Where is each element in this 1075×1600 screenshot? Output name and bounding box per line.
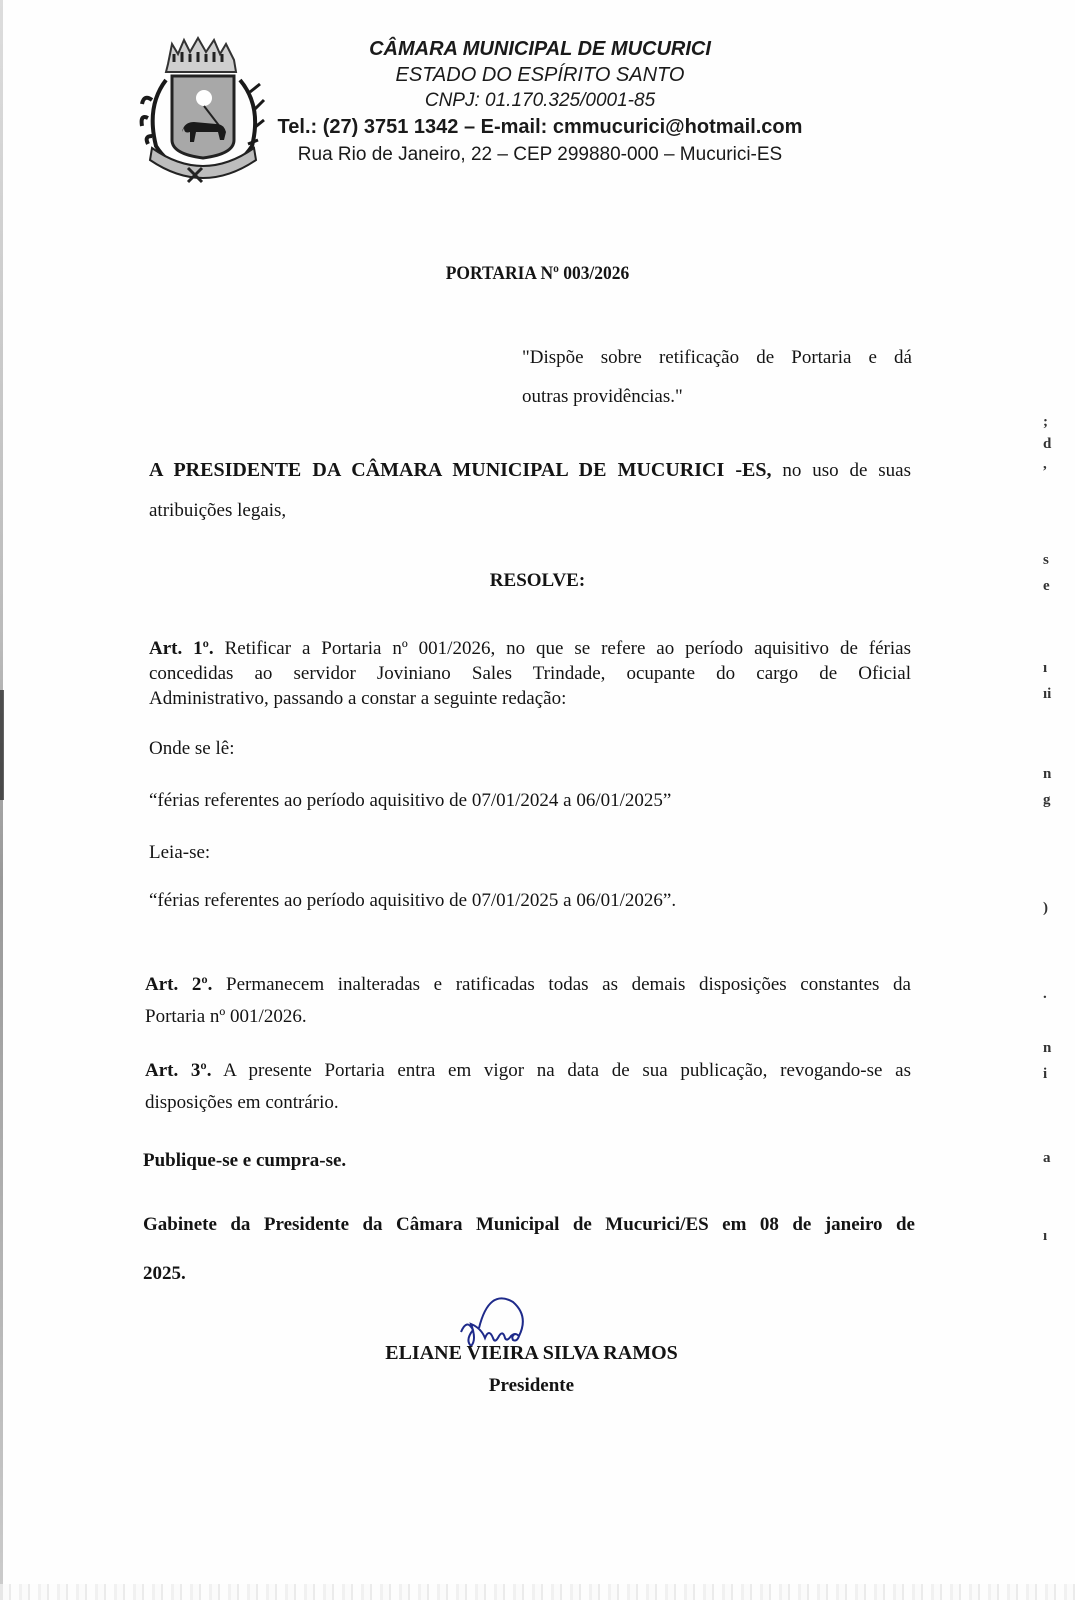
article-1-line-3: Administrativo, passando a constar a seguinte redação:	[149, 688, 567, 709]
publique-clause: Publique-se e cumpra-se.	[143, 1150, 347, 1171]
article-3	[145, 1055, 911, 1119]
article-2-label: Art. 2º.	[145, 974, 213, 995]
edge-fragment: a	[1043, 1150, 1051, 1166]
signer-name: ELIANE VIEIRA SILVA RAMOS	[385, 1342, 678, 1364]
edge-fragment: ,	[1043, 456, 1047, 472]
edge-fragment: ;	[1043, 414, 1048, 430]
scan-bottom-edge	[0, 1584, 1075, 1600]
signer-role: Presidente	[488, 1375, 575, 1396]
edge-fragment: e	[1043, 578, 1050, 594]
preamble	[149, 450, 911, 531]
article-3-line-2: disposições em contrário.	[145, 1092, 339, 1113]
preamble-authority: A PRESIDENTE DA CÂMARA MUNICIPAL DE MUCURICI -ES,	[149, 459, 772, 481]
letterhead	[270, 36, 810, 168]
article-1-line-2: concedidas ao servidor Joviniano Sales Trindade, ocupante do cargo de Oficial	[149, 663, 911, 684]
gabinete-line-1: Gabinete da Presidente da Câmara Municipal de Mucurici/ES em 08 de janeiro de	[143, 1214, 915, 1235]
preamble-text-2: atribuições legais,	[149, 500, 287, 521]
article-1-line-1: Retificar a Portaria nº 001/2026, no que se refere ao período aquisitivo de férias	[213, 638, 911, 659]
state-name: ESTADO DO ESPÍRITO SANTO	[395, 64, 685, 86]
preamble-text-1: no uso de suas	[771, 460, 911, 481]
article-3-line-1: A presente Portaria entra em vigor na data de sua publicação, revogando-se as	[211, 1060, 911, 1081]
ementa-line-2: outras providências."	[522, 386, 683, 407]
article-2-line-1: Permanecem inalteradas e ratificadas todas as demais disposições constantes da	[212, 974, 911, 995]
article-1	[149, 636, 911, 711]
old-text-quote: “férias referentes ao período aquisitivo de 07/01/2024 a 06/01/2025”	[149, 790, 672, 811]
institution-name: CÂMARA MUNICIPAL DE MUCURICI	[369, 38, 711, 60]
edge-fragment: )	[1043, 900, 1048, 916]
cnpj: CNPJ: 01.170.325/0001-85	[424, 90, 656, 111]
onde-se-le: Onde se lê:	[149, 738, 235, 759]
edge-fragment: d	[1043, 436, 1052, 452]
leia-se: Leia-se:	[149, 842, 211, 863]
gabinete-line-2: 2025.	[143, 1263, 186, 1284]
ementa	[522, 338, 912, 416]
edge-fragment: ı	[1043, 1228, 1048, 1244]
edge-fragment: n	[1043, 1040, 1052, 1056]
edge-fragment: i	[1043, 1066, 1048, 1082]
resolve-heading: RESOLVE:	[489, 570, 586, 591]
address-line: Rua Rio de Janeiro, 22 – CEP 299880-000 – Mucurici-ES	[297, 144, 783, 165]
edge-fragment: s	[1043, 552, 1049, 568]
scan-edge-mark	[0, 690, 4, 800]
contact-line: Tel.: (27) 3751 1342 – E-mail: cmmucurici@hotmail.com	[277, 116, 803, 138]
article-2	[145, 969, 911, 1033]
edge-fragment: ıi	[1043, 686, 1052, 702]
edge-fragment: .	[1043, 986, 1047, 1002]
article-3-label: Art. 3º.	[145, 1060, 212, 1081]
new-text-quote: “férias referentes ao período aquisitivo de 07/01/2025 a 06/01/2026”.	[149, 890, 677, 911]
article-2-line-2: Portaria nº 001/2026.	[145, 1006, 307, 1027]
edge-fragment: ı	[1043, 660, 1048, 676]
gabinete-date-line	[143, 1200, 915, 1298]
coat-of-arms-icon	[138, 36, 268, 184]
article-1-label: Art. 1º.	[149, 638, 214, 659]
ementa-line-1: "Dispõe sobre retificação de Portaria e dá	[522, 347, 912, 368]
edge-fragment: n	[1043, 766, 1052, 782]
edge-fragment: g	[1043, 792, 1051, 808]
document-title: PORTARIA Nº 003/2026	[445, 263, 630, 284]
